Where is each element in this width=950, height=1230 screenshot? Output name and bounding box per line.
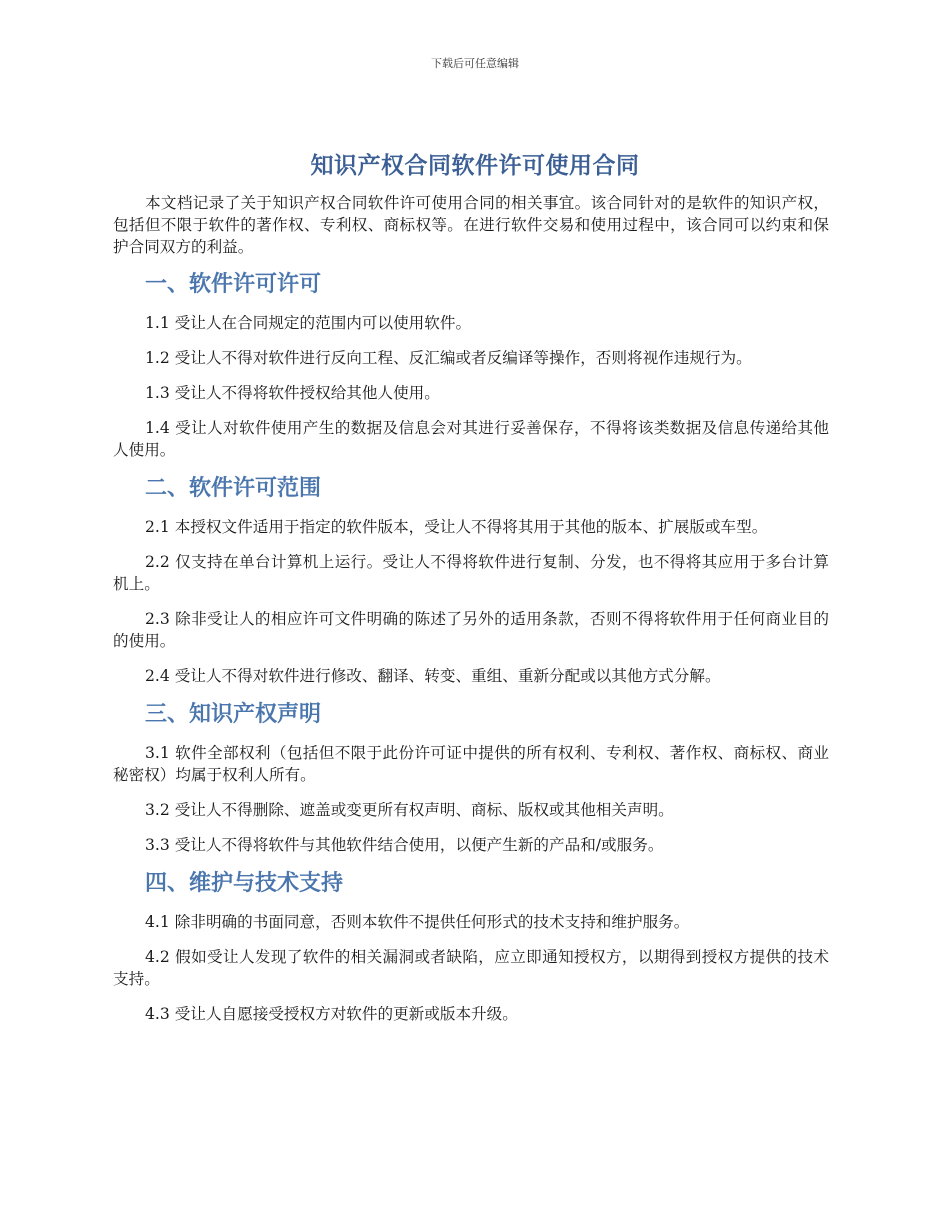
clause-2-1: 2.1 本授权文件适用于指定的软件版本，受让人不得将其用于其他的版本、扩展版或车型。 [145, 518, 768, 536]
intro-paragraph: 本文档记录了关于知识产权合同软件许可使用合同的相关事宜。该合同针对的是软件的知识产权，包括但不限于软件的著作权、专利权、商标权等。在进行软件交易和使用过程中，该合同可以约束和保护合同双方的利益。 [113, 194, 829, 256]
clause-1-1: 1.1 受让人在合同规定的范围内可以使用软件。 [145, 314, 472, 332]
clause-1-2: 1.2 受让人不得对软件进行反向工程、反汇编或者反编译等操作，否则将视作违规行为。 [145, 349, 752, 367]
document-title: 知识产权合同软件许可使用合同 [310, 153, 640, 179]
clause-4-3: 4.3 受让人自愿接受授权方对软件的更新或版本升级。 [145, 1005, 518, 1023]
section-heading-scope: 二、软件许可范围 [145, 476, 322, 501]
clause-2-3: 2.3 除非受让人的相应许可文件明确的陈述了另外的适用条款，否则不得将软件用于任何商业目的的使用。 [113, 610, 829, 650]
section-heading-ip-statement: 三、知识产权声明 [145, 702, 322, 727]
clause-1-4: 1.4 受让人对软件使用产生的数据及信息会对其进行妥善保存，不得将该类数据及信息传递给其他人使用。 [113, 419, 829, 459]
clause-4-1: 4.1 除非明确的书面同意，否则本软件不提供任何形式的技术支持和维护服务。 [145, 913, 690, 931]
clause-3-3: 3.3 受让人不得将软件与其他软件结合使用，以便产生新的产品和/或服务。 [145, 836, 664, 854]
section-heading-license: 一、软件许可许可 [145, 272, 322, 297]
page-header: 下载后可任意编辑 [431, 57, 519, 70]
clause-2-2: 2.2 仅支持在单台计算机上运行。受让人不得将软件进行复制、分发，也不得将其应用于多台计算机上。 [113, 553, 829, 593]
clause-4-2: 4.2 假如受让人发现了软件的相关漏洞或者缺陷，应立即通知授权方，以期得到授权方提供的技术支持。 [113, 948, 829, 988]
clause-3-2: 3.2 受让人不得删除、遮盖或变更所有权声明、商标、版权或其他相关声明。 [145, 801, 674, 819]
clause-2-4: 2.4 受让人不得对软件进行修改、翻译、转变、重组、重新分配或以其他方式分解。 [145, 667, 721, 685]
clause-3-1: 3.1 软件全部权利（包括但不限于此份许可证中提供的所有权利、专利权、著作权、商标权、商业秘密权）均属于权利人所有。 [113, 744, 829, 784]
document-body [113, 192, 829, 1038]
clause-1-3: 1.3 受让人不得将软件授权给其他人使用。 [145, 384, 440, 402]
section-heading-support: 四、维护与技术支持 [145, 871, 344, 896]
